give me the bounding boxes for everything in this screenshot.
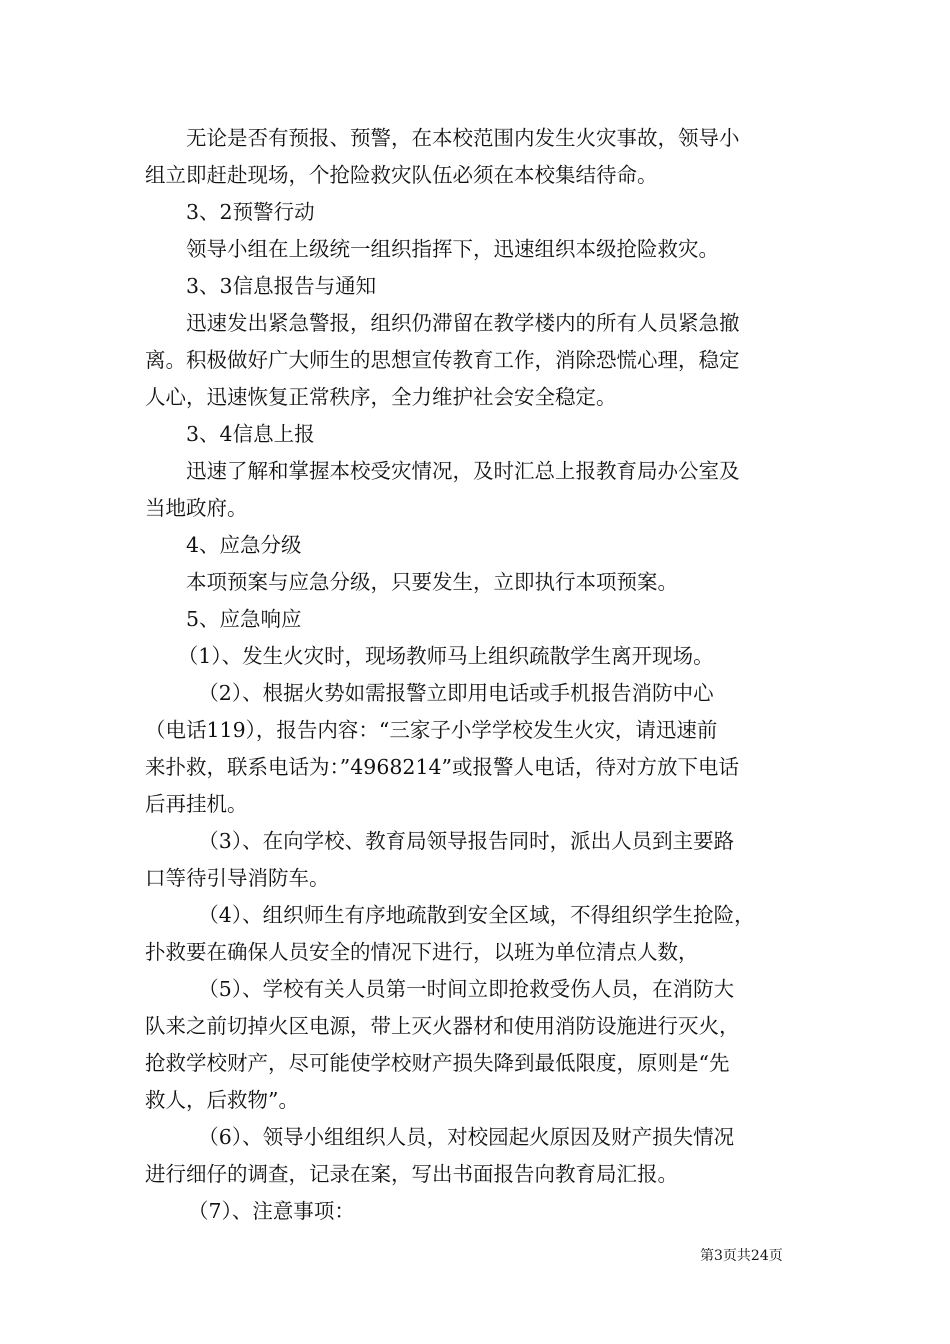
text-line: 4、应急分级 <box>186 533 302 557</box>
text-line: 领导小组在上级统一组织指挥下，迅速组织本级抢险救灾。 <box>186 237 719 261</box>
page-number: 第3页共24页 <box>700 1248 783 1264</box>
text-line: （7）、注意事项： <box>188 1199 355 1223</box>
text-line: （1）、发生火灾时，现场教师马上组织疏散学生离开现场。 <box>177 644 714 668</box>
text-line: （电话119），报告内容：“三家子小学学校发生火灾，请迅速前 <box>145 718 718 742</box>
text-line: 进行细仔的调查，记录在案，写出书面报告向教育局汇报。 <box>145 1162 678 1186</box>
text-line: 救人，后救物”。 <box>145 1088 299 1112</box>
text-line: （4）、组织师生有序地疏散到安全区域，不得组织学生抢险， <box>198 903 755 927</box>
text-line: 口等待引导消防车。 <box>145 866 330 890</box>
text-line: 3、4信息上报 <box>186 422 315 446</box>
text-line: （2）、根据火势如需报警立即用电话或手机报告消防中心 <box>198 681 714 705</box>
text-line: 抢救学校财产，尽可能使学校财产损失降到最低限度，原则是“先 <box>145 1051 730 1075</box>
text-line: 无论是否有预报、预警，在本校范围内发生火灾事故，领导小 <box>186 126 740 150</box>
text-line: （6）、领导小组组织人员，对校园起火原因及财产损失情况 <box>198 1125 735 1149</box>
text-line: 后再挂机。 <box>145 792 248 816</box>
text-line: 5、应急响应 <box>186 607 302 631</box>
text-line: 迅速发出紧急警报，组织仍滞留在教学楼内的所有人员紧急撤 <box>186 311 740 335</box>
text-line: 迅速了解和掌握本校受灾情况，及时汇总上报教育局办公室及 <box>186 459 740 483</box>
text-line: 队来之前切掉火区电源，带上灭火器材和使用消防设施进行灭火， <box>145 1014 740 1038</box>
text-line: 当地政府。 <box>145 496 248 520</box>
document-body <box>145 120 810 1230</box>
text-line: （3）、在向学校、教育局领导报告同时，派出人员到主要路 <box>198 829 735 853</box>
text-line: 3、2预警行动 <box>186 200 315 224</box>
text-line: 本项预案与应急分级，只要发生，立即执行本项预案。 <box>186 570 678 594</box>
text-line: 人心，迅速恢复正常秩序，全力维护社会安全稳定。 <box>145 385 617 409</box>
text-line: 扑救要在确保人员安全的情况下进行，以班为单位清点人数， <box>145 940 699 964</box>
text-line: （5）、学校有关人员第一时间立即抢救受伤人员，在消防大 <box>198 977 735 1001</box>
text-line: 3、3信息报告与通知 <box>186 274 377 298</box>
text-line: 来扑救，联系电话为：”4968214”或报警人电话，待对方放下电话 <box>145 755 740 779</box>
text-line: 离。积极做好广大师生的思想宣传教育工作，消除恐慌心理，稳定 <box>145 348 740 372</box>
text-line: 组立即赶赴现场，个抢险救灾队伍必须在本校集结待命。 <box>145 163 658 187</box>
